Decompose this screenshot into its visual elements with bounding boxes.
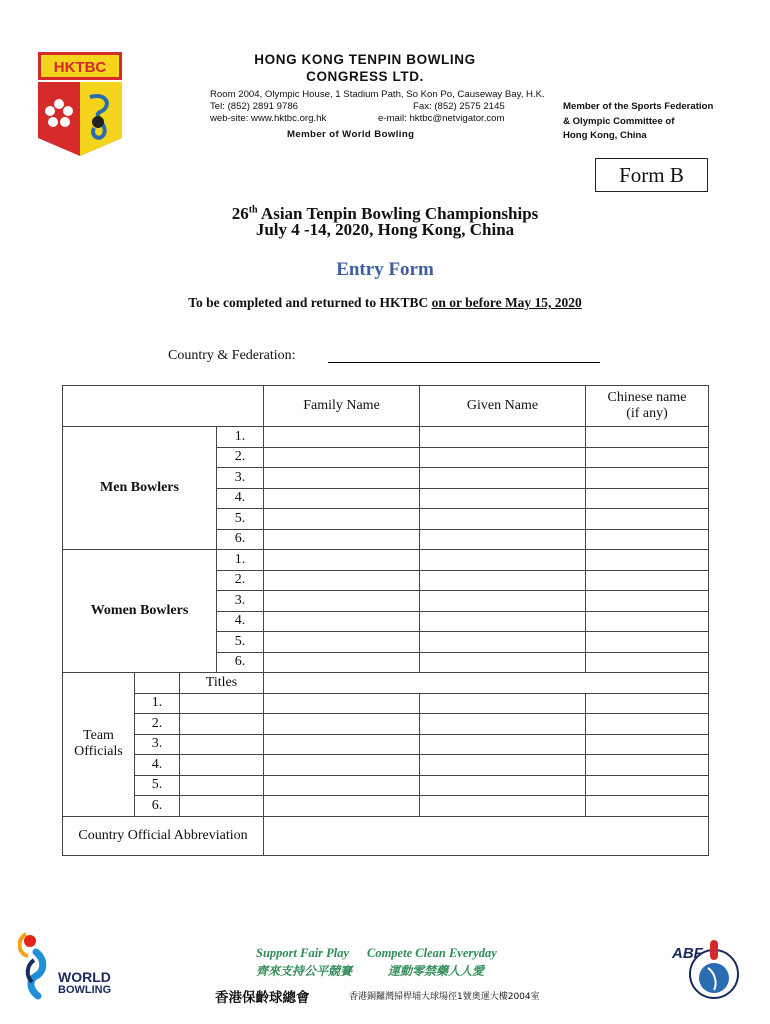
row-number: 5. <box>217 632 264 653</box>
event-ordinal: 26 <box>231 204 249 223</box>
org-fax: Fax: (852) 2575 2145 <box>413 101 505 112</box>
family-name-input[interactable] <box>264 714 420 735</box>
officials-blank-cell <box>135 673 180 694</box>
given-name-input[interactable] <box>420 529 586 550</box>
world-bowling-logo <box>18 930 133 1000</box>
entry-form-title: Entry Form <box>336 259 434 280</box>
row-number: 6. <box>217 652 264 673</box>
table-header-row <box>63 386 709 427</box>
chinese-name-input[interactable] <box>586 591 709 612</box>
given-name-input[interactable] <box>420 734 586 755</box>
event-dates: July 4 -14, 2020, Hong Kong, China <box>255 220 515 239</box>
table-row <box>63 755 709 776</box>
country-abbreviation-input[interactable] <box>264 816 709 855</box>
chinese-name-input[interactable] <box>586 796 709 817</box>
team-officials-label-line1: Team <box>83 728 114 744</box>
table-row <box>63 714 709 735</box>
family-name-input[interactable] <box>264 427 420 448</box>
table-row <box>63 734 709 755</box>
row-number: 3. <box>135 734 180 755</box>
member-sports-federation-1: Member of the Sports Federation <box>563 101 714 112</box>
org-name-line2: CONGRESS LTD. <box>306 69 424 84</box>
row-number: 3. <box>217 468 264 489</box>
title-input[interactable] <box>180 775 264 796</box>
org-email[interactable]: e-mail: hktbc@netvigator.com <box>378 113 505 124</box>
row-number: 5. <box>217 509 264 530</box>
country-abbreviation-label: Country Official Abbreviation <box>63 816 264 855</box>
form-label-box: Form B <box>595 158 708 192</box>
given-name-input[interactable] <box>420 652 586 673</box>
given-name-input[interactable] <box>420 632 586 653</box>
given-name-input[interactable] <box>420 755 586 776</box>
row-number: 4. <box>217 488 264 509</box>
chinese-name-input[interactable] <box>586 447 709 468</box>
title-input[interactable] <box>180 755 264 776</box>
chinese-name-input[interactable] <box>586 570 709 591</box>
title-input[interactable] <box>180 714 264 735</box>
org-tel: Tel: (852) 2891 9786 <box>210 101 299 112</box>
chinese-name-input[interactable] <box>586 488 709 509</box>
title-input[interactable] <box>180 796 264 817</box>
family-name-input[interactable] <box>264 611 420 632</box>
family-name-input[interactable] <box>264 652 420 673</box>
slogan-compete-clean: Compete Clean Everyday <box>367 946 497 960</box>
family-name-input[interactable] <box>264 509 420 530</box>
member-sports-federation-2: & Olympic Committee of <box>563 116 675 127</box>
chinese-name-input[interactable] <box>586 632 709 653</box>
given-name-input[interactable] <box>420 427 586 448</box>
family-name-input[interactable] <box>264 632 420 653</box>
officials-header-blank <box>264 673 709 694</box>
given-name-input[interactable] <box>420 693 586 714</box>
hktbc-logo <box>38 52 122 156</box>
row-number: 2. <box>135 714 180 735</box>
row-number: 6. <box>217 529 264 550</box>
chinese-name-input[interactable] <box>586 468 709 489</box>
header-given-name: Given Name <box>420 386 586 427</box>
member-world-bowling: Member of World Bowling <box>287 129 415 140</box>
given-name-input[interactable] <box>420 468 586 489</box>
abf-logo <box>668 938 743 1008</box>
row-number: 2. <box>217 570 264 591</box>
given-name-input[interactable] <box>420 591 586 612</box>
family-name-input[interactable] <box>264 775 420 796</box>
given-name-input[interactable] <box>420 611 586 632</box>
women-bowlers-label: Women Bowlers <box>63 550 217 673</box>
table-row <box>63 796 709 817</box>
family-name-input[interactable] <box>264 570 420 591</box>
header-chinese-name-line1: Chinese name <box>607 390 687 405</box>
family-name-input[interactable] <box>264 755 420 776</box>
chinese-name-input[interactable] <box>586 509 709 530</box>
men-bowlers-label: Men Bowlers <box>63 427 217 550</box>
slogan-cn-2: 運動零禁藥人人愛 <box>388 964 485 978</box>
chinese-name-input[interactable] <box>586 550 709 571</box>
table-row <box>63 550 709 571</box>
row-number: 5. <box>135 775 180 796</box>
row-number: 1. <box>135 693 180 714</box>
given-name-input[interactable] <box>420 775 586 796</box>
instructions-prefix: To be completed and returned to HKTBC <box>188 295 432 310</box>
chinese-name-input[interactable] <box>586 652 709 673</box>
family-name-input[interactable] <box>264 488 420 509</box>
country-federation-field[interactable] <box>328 362 600 363</box>
family-name-input[interactable] <box>264 591 420 612</box>
family-name-input[interactable] <box>264 447 420 468</box>
slogan-fair-play: Support Fair Play <box>256 946 350 960</box>
chinese-name-input[interactable] <box>586 775 709 796</box>
instructions-deadline: on or before May 15, 2020 <box>431 295 582 310</box>
row-number: 4. <box>135 755 180 776</box>
family-name-input[interactable] <box>264 734 420 755</box>
org-address: Room 2004, Olympic House, 1 Stadium Path, So Kon Po, Causeway Bay, H.K. <box>210 89 545 100</box>
header-chinese-name-line2: (if any) <box>626 406 668 421</box>
event-title-rest: Asian Tenpin Bowling Championships <box>257 204 539 223</box>
team-officials-label-line2: Officials <box>74 744 123 760</box>
row-number: 2. <box>217 447 264 468</box>
given-name-input[interactable] <box>420 488 586 509</box>
header-family-name: Family Name <box>264 386 420 427</box>
title-input[interactable] <box>180 734 264 755</box>
chinese-name-input[interactable] <box>586 734 709 755</box>
table-row <box>63 775 709 796</box>
team-officials-label <box>63 673 135 817</box>
hktbc-logo-text: HKTBC <box>53 59 107 76</box>
world-bowling-text-1: WORLD <box>58 969 111 985</box>
family-name-input[interactable] <box>264 468 420 489</box>
row-number: 6. <box>135 796 180 817</box>
table-row <box>63 693 709 714</box>
chinese-name-input[interactable] <box>586 714 709 735</box>
chinese-name-input[interactable] <box>586 529 709 550</box>
table-row <box>63 427 709 448</box>
entry-table <box>62 385 709 856</box>
event-ordinal-suffix: th <box>248 204 258 216</box>
given-name-input[interactable] <box>420 509 586 530</box>
table-row <box>63 816 709 855</box>
chinese-name-input[interactable] <box>586 755 709 776</box>
org-website[interactable]: web-site: www.hktbc.org.hk <box>210 113 327 124</box>
world-bowling-text-2: BOWLING <box>58 984 112 996</box>
title-input[interactable] <box>180 693 264 714</box>
row-number: 1. <box>217 550 264 571</box>
titles-header: Titles <box>180 673 264 694</box>
footer-org-name-cn: 香港保齡球總會 <box>215 990 310 1006</box>
given-name-input[interactable] <box>420 796 586 817</box>
family-name-input[interactable] <box>264 550 420 571</box>
given-name-input[interactable] <box>420 550 586 571</box>
org-name-line1: HONG KONG TENPIN BOWLING <box>254 52 476 67</box>
given-name-input[interactable] <box>420 714 586 735</box>
family-name-input[interactable] <box>264 693 420 714</box>
member-sports-federation-3: Hong Kong, China <box>563 130 647 141</box>
row-number: 3. <box>217 591 264 612</box>
chinese-name-input[interactable] <box>586 611 709 632</box>
row-number: 4. <box>217 611 264 632</box>
chinese-name-input[interactable] <box>586 427 709 448</box>
slogan-cn-1: 齊來支持公平競賽 <box>256 964 353 978</box>
footer-address-cn: 香港銅鑼灣掃桿埔大球場徑1號奧運大樓2004室 <box>349 992 540 1002</box>
given-name-input[interactable] <box>420 447 586 468</box>
chinese-name-input[interactable] <box>586 693 709 714</box>
family-name-input[interactable] <box>264 529 420 550</box>
row-number: 1. <box>217 427 264 448</box>
country-federation-label: Country & Federation: <box>168 348 296 363</box>
instructions <box>0 295 770 311</box>
family-name-input[interactable] <box>264 796 420 817</box>
header-chinese-name <box>586 386 709 427</box>
header-blank-cell <box>63 386 264 427</box>
abf-text: ABF <box>672 945 703 962</box>
table-row <box>63 673 709 694</box>
given-name-input[interactable] <box>420 570 586 591</box>
